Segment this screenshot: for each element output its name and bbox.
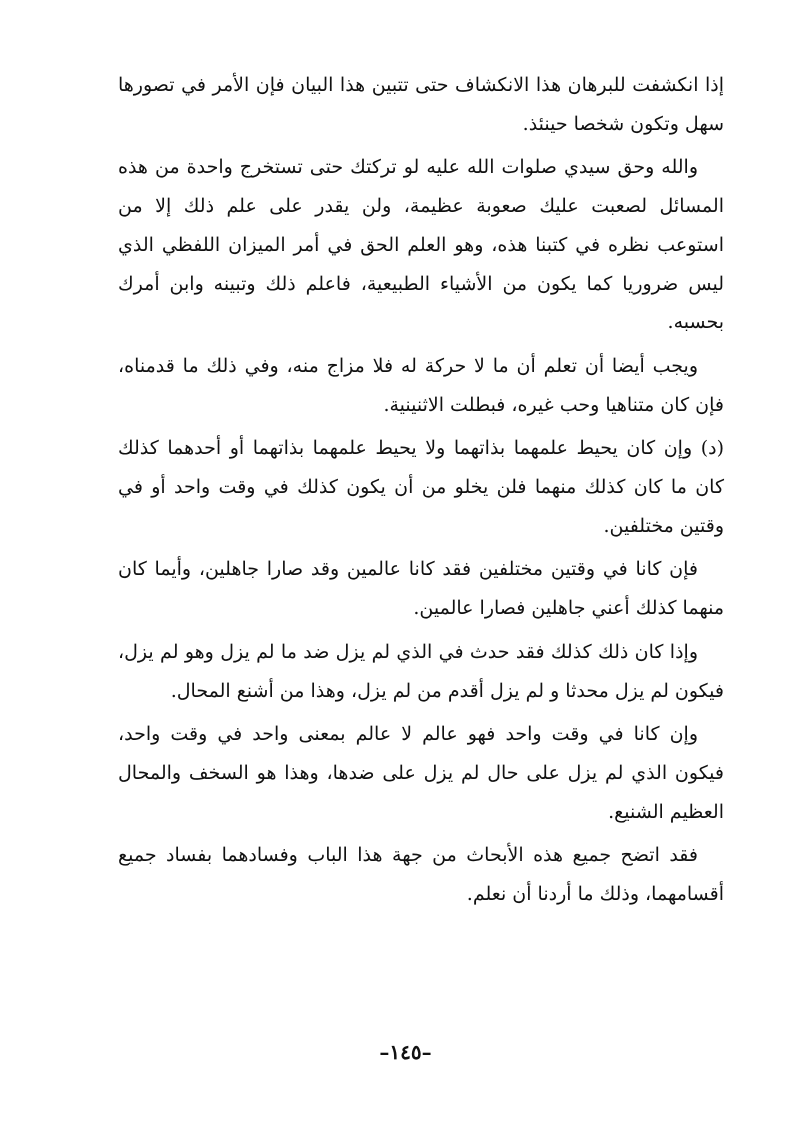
paragraph: وإن كانا في وقت واحد فهو عالم لا عالم بمعنى واحد في وقت واحد، فيكون الذي لم يزل على حال لم يزل على ضدها، وهذا هو السخف والمحال العظيم الشنيع. [118,723,724,823]
page-number: –١٤٥– [379,1040,432,1064]
paragraph: فإن كانا في وقتين مختلفين فقد كانا عالمين وقد صارا جاهلين، وأيما كان منهما كذلك أعني جاهلين فصارا عالمين. [118,558,724,620]
paragraph: ويجب أيضا أن تعلم أن ما لا حركة له فلا مزاج منه، وفي ذلك ما قدمناه، فإن كان متناهيا وحب غيره، فبطلت الاثنينية. [118,354,724,416]
paragraph: والله وحق سيدي صلوات الله عليه لو تركتك حتى تستخرج واحدة من هذه المسائل لصعبت عليك صعوبة عظيمة، ولن يقدر على علم ذلك إلا من استوعب نظره في كتبنا هذه، وهو العلم الحق في أمر الميزان اللفظي الذي ليس ضروريا كما يكون من الأشياء الطبيعية، فاعلم ذلك وتبينه وابن أمرك بحسبه. [118,156,724,334]
paragraph: وإذا كان ذلك كذلك فقد حدث في الذي لم يزل ضد ما لم يزل وهو لم يزل، فيكون لم يزل محدثا و لم يزل أقدم من لم يزل، وهذا من أشنع المحال. [118,640,724,702]
paragraph: (د) وإن كان يحيط علمهما بذاتهما ولا يحيط علمهما بذاتهما أو أحدهما كذلك كان ما كان كذلك منهما فلن يخلو من أن يكون كذلك في وقت واحد أو في وقتين مختلفين. [118,437,724,537]
paragraph: إذا انكشفت للبرهان هذا الانكشاف حتى تتبين هذا البيان فإن الأمر في تصورها سهل وتكون شخصا حينئذ. [118,74,724,135]
paragraph: فقد اتضح جميع هذه الأبحاث من جهة هذا الباب وفسادهما بفساد جميع أقسامهما، وذلك ما أردنا أن نعلم. [118,844,724,906]
body-text [118,66,724,919]
